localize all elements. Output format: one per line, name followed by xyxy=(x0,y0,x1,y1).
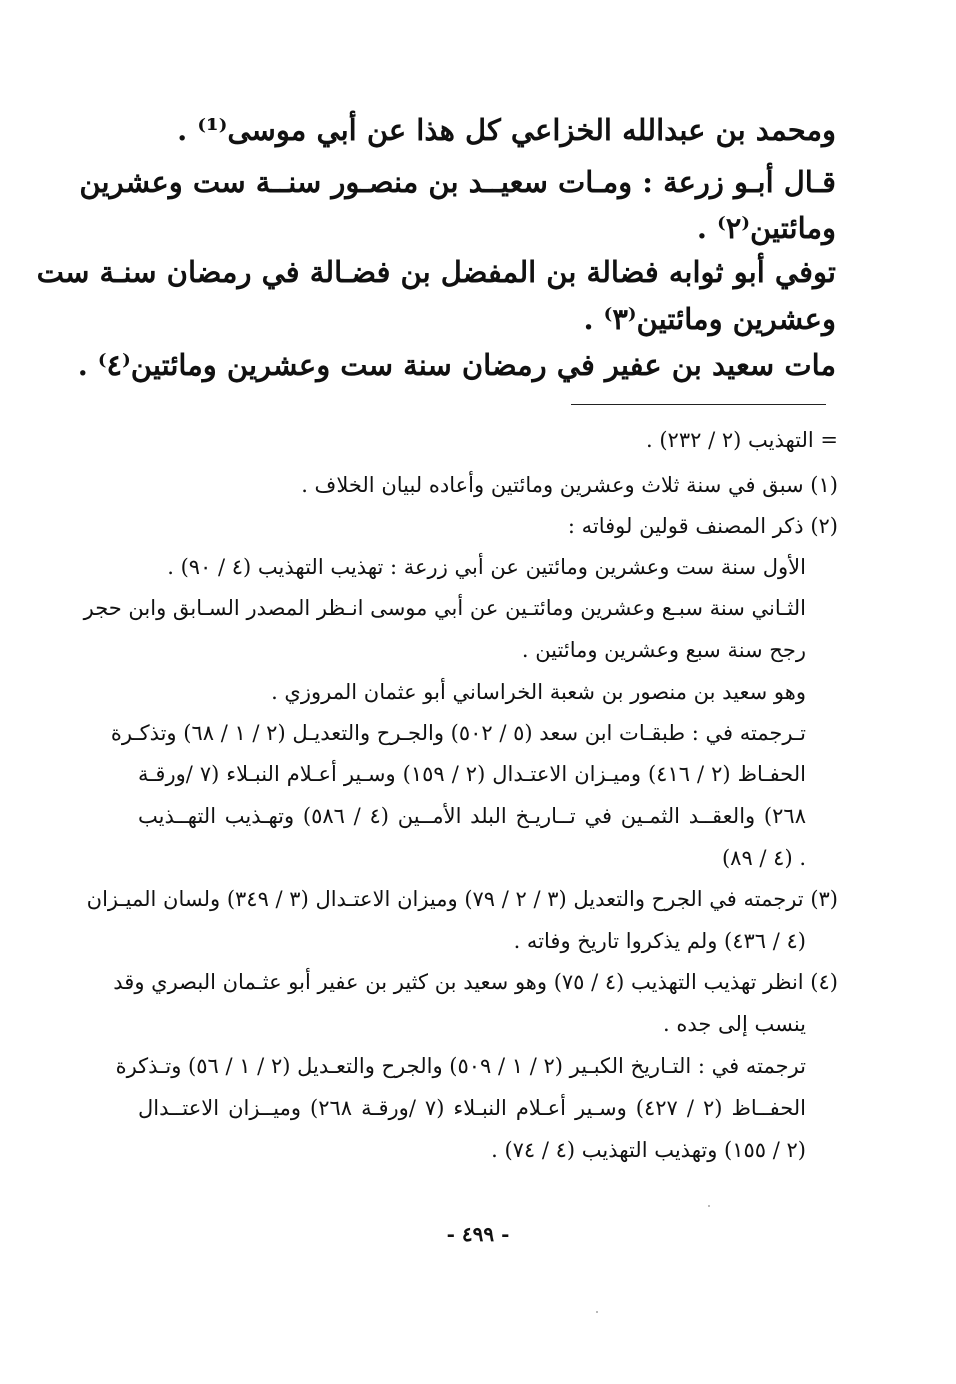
footnote-line: ينسب إلى جده . xyxy=(663,1012,806,1036)
footnote-line: وهو سعيد بن منصور بن شعبة الخراساني أبو عثمان المروزي . xyxy=(271,680,806,704)
footnote-separator xyxy=(571,404,826,405)
footnote-line: (٤ / ٨٩) . xyxy=(721,846,806,870)
main-text-line: ومحمد بن عبدالله الخزاعي كل هذا عن أبي موسى⁽¹⁾ . xyxy=(177,113,836,147)
footnote-line: (٢ / ١٥٥) وتهذيب التهذيب (٤ / ٧٤) . xyxy=(491,1138,806,1162)
scan-speck xyxy=(708,1205,710,1207)
footnote-line: ترجمته في : التـاريخ الكبـير (٢ / ١ / ٥٠٩) والجرح والتعـديل (٢ / ١ / ٥٦) وتـذكرة xyxy=(115,1054,806,1078)
main-text-line: توفي أبو ثوابه فضالة بن المفضل بن فضـالة في رمضان سنـة ست xyxy=(36,255,836,289)
page-number: - ٤٩٩ - xyxy=(446,1222,510,1246)
footnote-line: رجح سنة سبع وعشرين ومائتين . xyxy=(521,638,806,662)
footnote-line: الثـاني سنة سبـع وعشرين ومائتـين عن أبي موسى انـظر المصدر السـابق وابن حجر xyxy=(83,596,806,620)
scan-speck xyxy=(596,1311,598,1313)
footnote-line: الأول سنة ست وعشرين ومائتين عن أبي زرعة : تهذيب التهذيب (٤ / ٩٠) . xyxy=(167,555,806,579)
footnote-line: الحفـاظ (٢ / ٤١٦) وميـزان الاعتـدال (٢ / ١٥٩) وسـير أعـلام النبـلاء (٧ /ورقـة xyxy=(138,762,806,786)
footnote-line: (٢) ذكر المصنف قولين لوفاته : xyxy=(567,514,838,538)
footnote-line: (٤ / ٤٣٦) ولم يذكروا تاريخ وفاته . xyxy=(513,929,806,953)
footnote-line: (٣) ترجمته في الجرح والتعديل (٣ / ٢ / ٧٩) وميزان الاعتـدال (٣ / ٣٤٩) ولسان الميـزان xyxy=(86,887,838,911)
main-text-line: مات سعيد بن عفير في رمضان سنة ست وعشرين ومائتين⁽٤⁾ . xyxy=(77,348,836,382)
footnote-line: تـرجمته في : طبقـات ابن سعد (٥ / ٥٠٢) والجـرح والتعديـل (٢ / ١ / ٦٨) وتذكـرة xyxy=(110,721,806,745)
main-text-line: وعشرين ومائتين⁽٣⁾ . xyxy=(583,302,836,336)
footnote-line: الحفــاظ (٢ / ٤٢٧) وسـير أعـلام النبـلاء (٧ /ورقـة ٢٦٨) وميــزان الاعتــدال xyxy=(138,1096,806,1120)
main-text-line: قـال أبـو زرعة : ومـات سعيــد بن منصـور سنــة ست وعشرين xyxy=(79,165,836,199)
footnote-line: = التهذيب (٢ / ٢٣٢) . xyxy=(646,428,838,452)
footnote-line: ٢٦٨) والعقــد الثمـين في تــاريـخ البلد الأمــين (٤ / ٥٨٦) وتهـذيب التهــذيب xyxy=(138,804,806,828)
footnote-line: (١) سبق في سنة ثلاث وعشرين ومائتين وأعاده لبيان الخلاف . xyxy=(301,473,838,497)
main-text-line: ومائتين⁽٢⁾ . xyxy=(696,211,836,245)
footnote-line: (٤) انظر تهذيب التهذيب (٤ / ٧٥) وهو سعيد بن كثير بن عفير أبو عثـمان البصري وقد xyxy=(113,970,838,994)
